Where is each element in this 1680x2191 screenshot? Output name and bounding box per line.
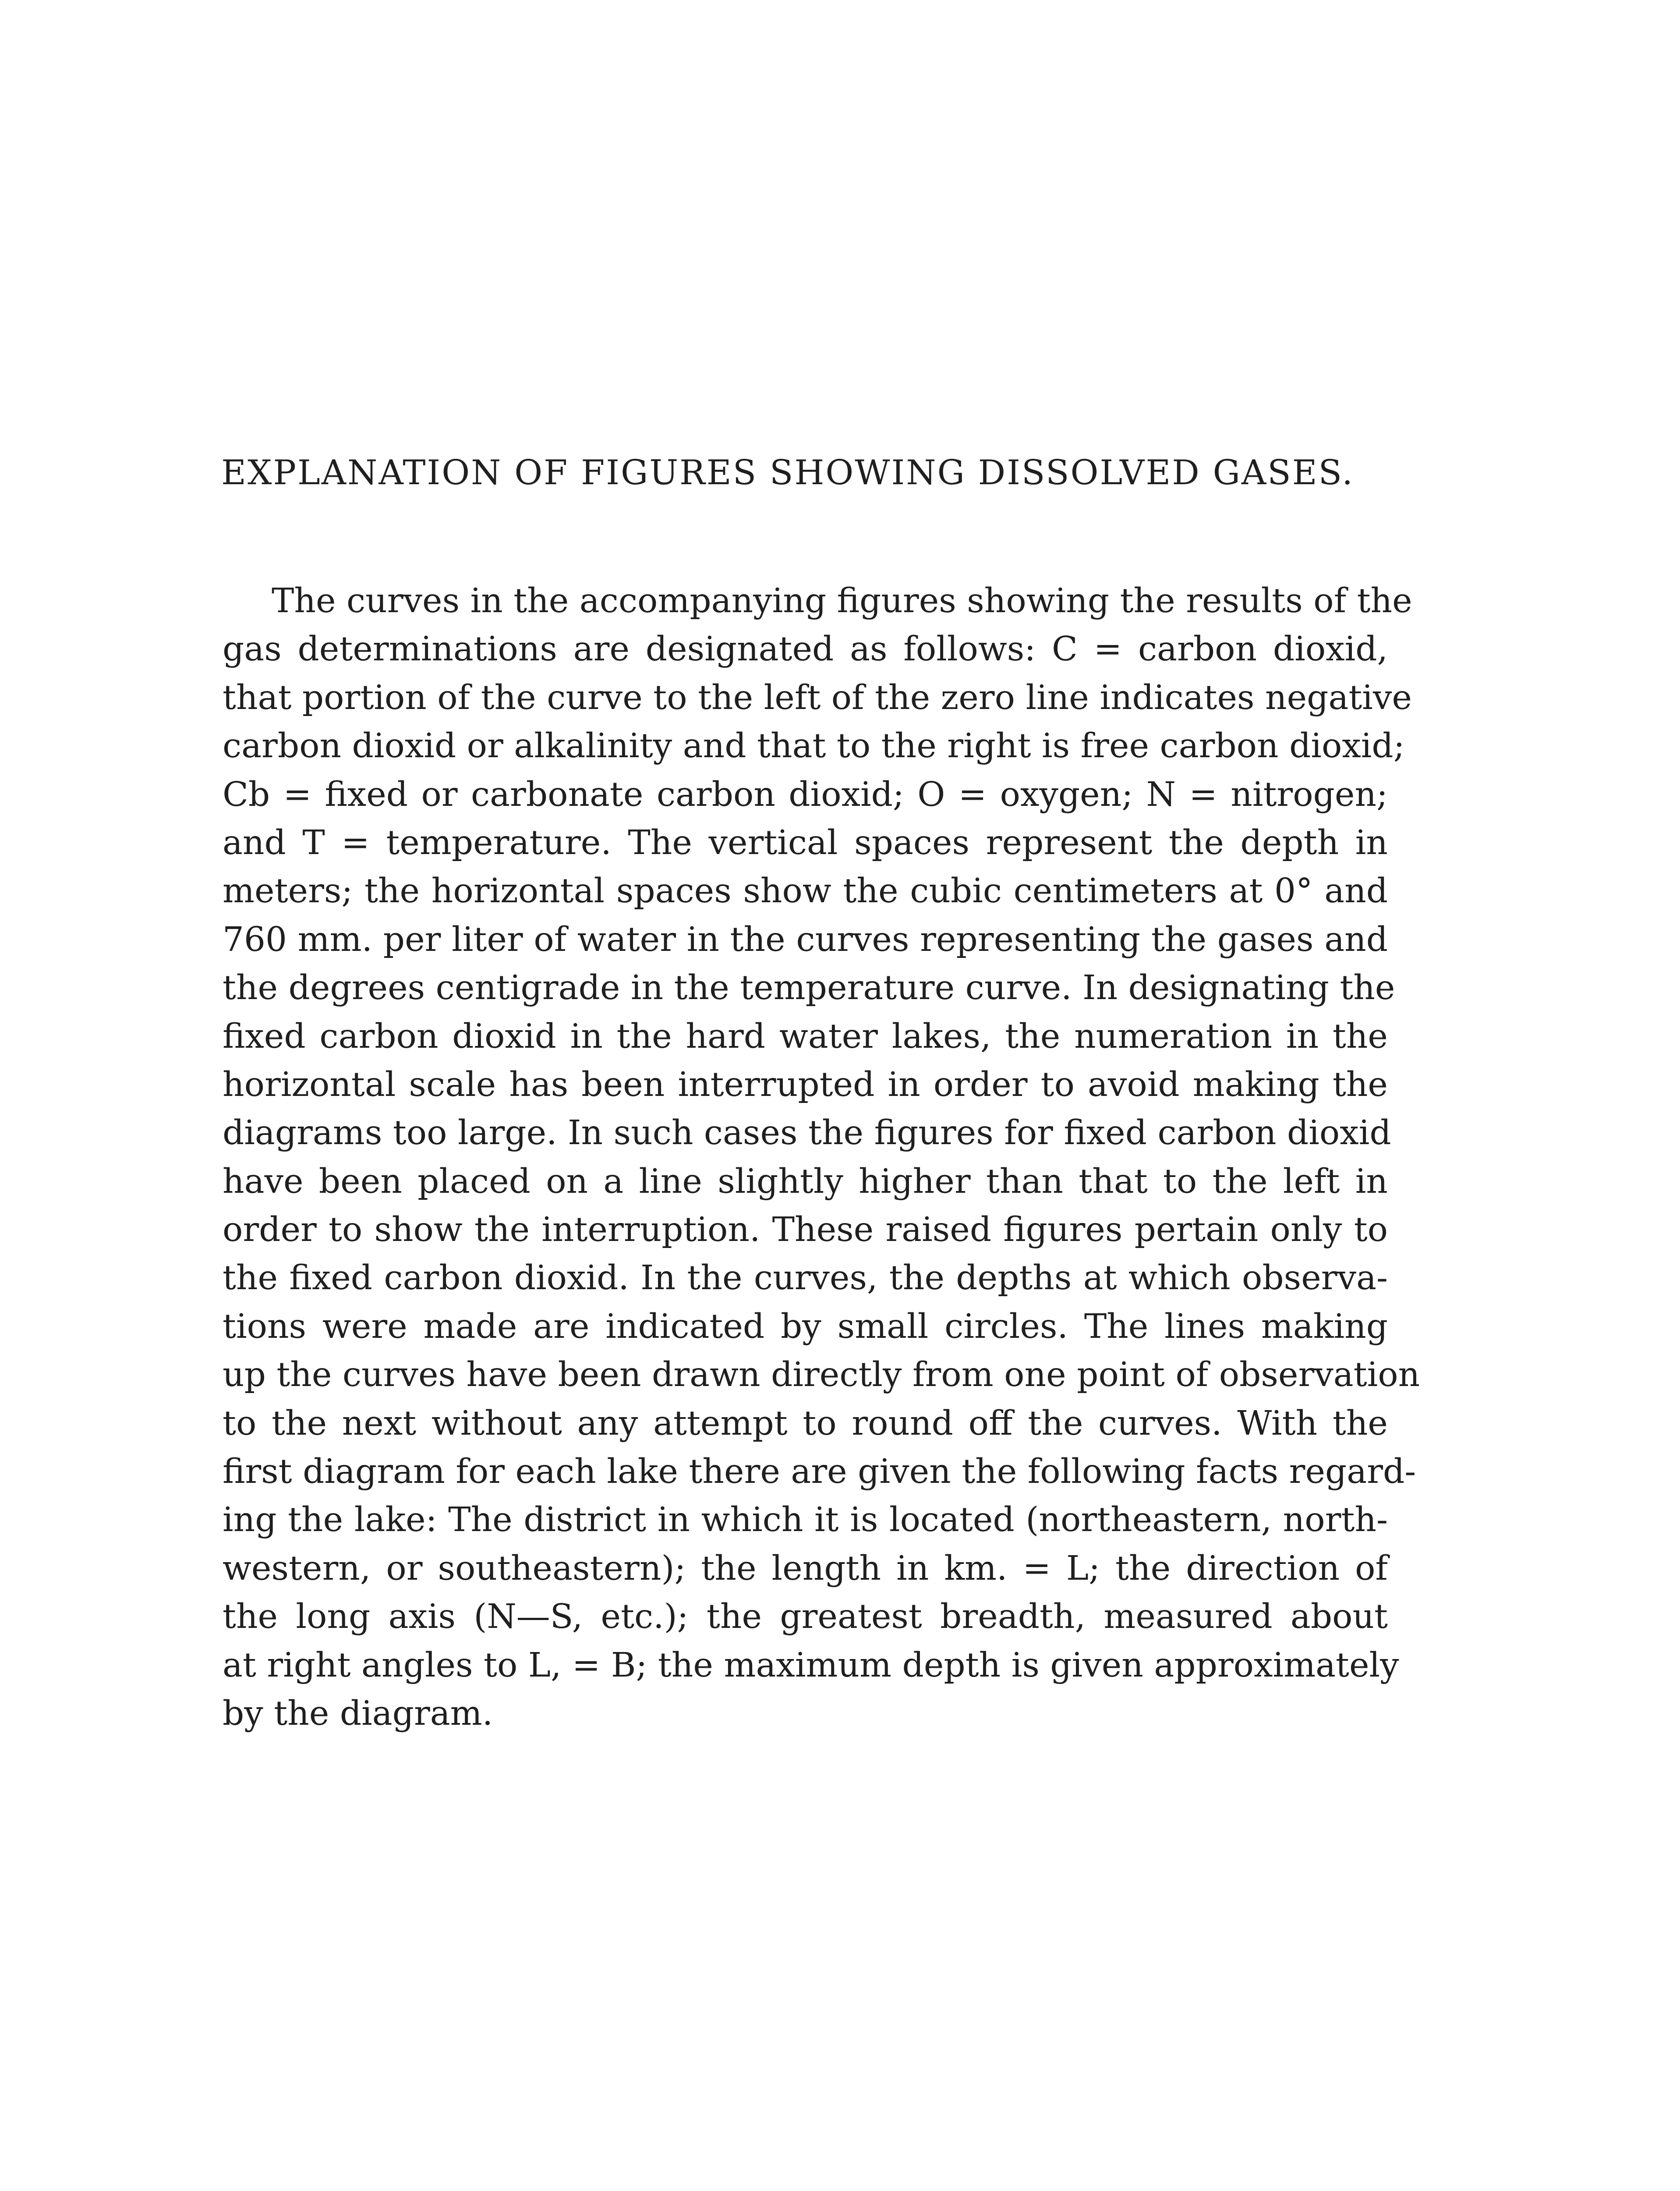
paragraph-line: gas determinations are designated as follows: C = carbon dioxid, [223, 630, 1388, 669]
paragraph-line: Cb = fixed or carbonate carbon dioxid; O = oxygen; N = nitrogen; [223, 775, 1388, 814]
paragraph-line: western, or southeastern); the length in km. = L; the direction of [223, 1549, 1388, 1588]
paragraph-line: order to show the interruption. These raised figures pertain only to [223, 1210, 1388, 1250]
paragraph-line: the long axis (N—S, etc.); the greatest breadth, measured about [223, 1597, 1388, 1637]
paragraph-line: tions were made are indicated by small circles. The lines making [223, 1307, 1388, 1346]
paragraph-line: up the curves have been drawn directly from one point of observation [223, 1355, 1420, 1395]
paragraph-line: fixed carbon dioxid in the hard water lakes, the numeration in the [223, 1017, 1388, 1056]
paragraph-line: the fixed carbon dioxid. In the curves, the depths at which observa- [223, 1259, 1388, 1298]
paragraph-line: have been placed on a line slightly higher than that to the left in [223, 1162, 1388, 1201]
paragraph-line: first diagram for each lake there are given the following facts regard- [223, 1452, 1416, 1492]
paragraph-line: The curves in the accompanying figures showing the results of the [272, 581, 1412, 620]
paragraph-line: that portion of the curve to the left of the zero line indicates negative [223, 678, 1412, 717]
explanation-paragraph [223, 577, 1420, 1738]
paragraph-line: diagrams too large. In such cases the figures for fixed carbon dioxid [223, 1113, 1391, 1153]
paragraph-line: to the next without any attempt to round off the curves. With the [223, 1404, 1388, 1443]
paragraph-line: the degrees centigrade in the temperature curve. In designating the [223, 968, 1395, 1008]
paragraph-line: at right angles to L, = B; the maximum depth is given approximately [223, 1645, 1399, 1685]
paragraph-line: carbon dioxid or alkalinity and that to the right is free carbon dioxid; [223, 727, 1405, 766]
paragraph-line: and T = temperature. The vertical spaces represent the depth in [223, 823, 1388, 862]
paragraph-line: meters; the horizontal spaces show the cubic centimeters at 0° and [223, 872, 1388, 911]
paragraph-line: 760 mm. per liter of water in the curves representing the gases and [223, 920, 1388, 959]
paragraph-line: by the diagram. [223, 1694, 493, 1733]
page-title: EXPLANATION OF FIGURES SHOWING DISSOLVED GASES. [221, 453, 1355, 493]
paragraph-line: horizontal scale has been interrupted in order to avoid making the [223, 1065, 1388, 1104]
paragraph-line: ing the lake: The district in which it is located (northeastern, north- [223, 1500, 1388, 1540]
